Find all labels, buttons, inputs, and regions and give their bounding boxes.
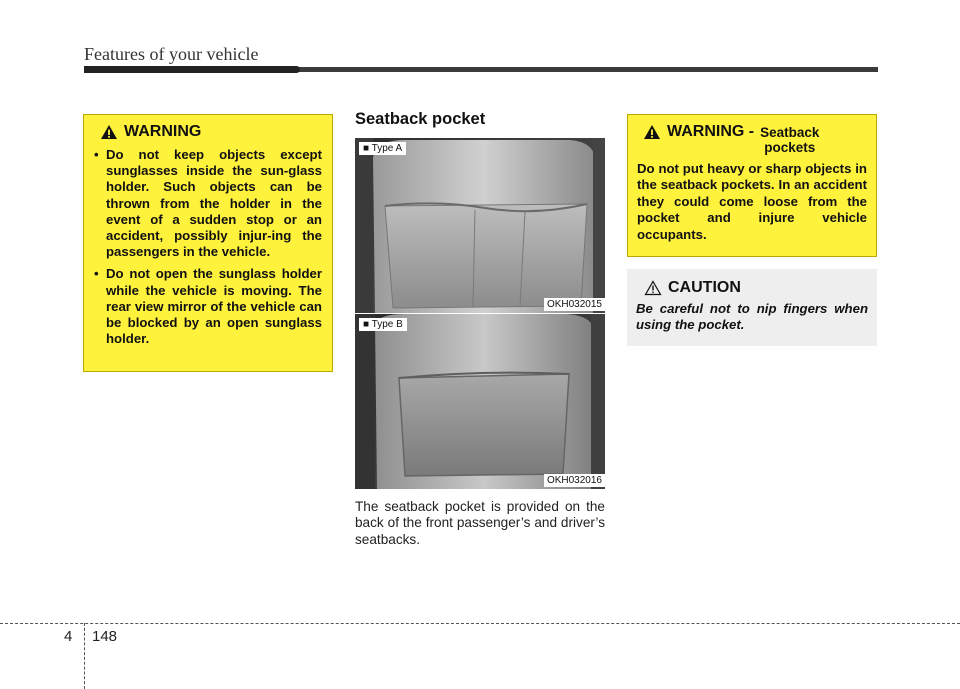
warning-subtitle: Seatback pockets bbox=[760, 125, 820, 155]
header-rule-accent bbox=[84, 66, 300, 73]
figure-code-label: OKH032015 bbox=[544, 298, 605, 311]
seatback-pocket-photo-type-b bbox=[355, 314, 605, 489]
warning-heading bbox=[643, 123, 867, 155]
page-header-title: Features of your vehicle bbox=[84, 44, 259, 64]
caution-title: CAUTION bbox=[668, 279, 741, 296]
page-section-number: 4 bbox=[64, 628, 73, 645]
warning-heading bbox=[100, 123, 322, 141]
warning-title: WARNING - bbox=[667, 123, 755, 140]
warning-box-sunglass bbox=[83, 114, 333, 372]
figure-code-label: OKH032016 bbox=[544, 474, 605, 487]
section-body-text: The seatback pocket is provided on the back of the front passenger’s and driver’s seatbacks. bbox=[355, 499, 605, 547]
warning-list bbox=[94, 147, 322, 347]
figure-type-label: ■ Type B bbox=[359, 318, 407, 331]
caution-text: Be careful not to nip fingers when using the pocket. bbox=[636, 301, 868, 333]
footer-divider bbox=[84, 623, 85, 689]
caution-heading bbox=[644, 279, 868, 297]
warning-text: Do not put heavy or sharp objects in the seatback pockets. In an accident they could come loose from the pocket and injure vehicle occupants. bbox=[637, 161, 867, 242]
footer-rule bbox=[0, 623, 960, 624]
warning-box-seatback bbox=[627, 114, 877, 257]
warning-triangle-icon bbox=[643, 124, 661, 140]
warning-item: • Do not keep objects except sunglasses inside the sun-glass holder. Such objects can be thrown from the holder in the event of a sudden stop or an accident, possibly injur-ing the passengers in the vehicle. bbox=[94, 147, 322, 260]
figure-type-label: ■ Type A bbox=[359, 142, 406, 155]
page-number: 148 bbox=[92, 628, 118, 645]
caution-box bbox=[627, 269, 877, 346]
warning-triangle-icon bbox=[100, 124, 118, 140]
seatback-pocket-photo-type-a bbox=[355, 138, 605, 313]
caution-triangle-icon bbox=[644, 280, 662, 296]
section-title: Seatback pocket bbox=[355, 110, 486, 128]
warning-title: WARNING bbox=[124, 123, 202, 140]
warning-item: • Do not open the sunglass holder while the vehicle is moving. The rear view mirror of the vehicle can be blocked by an open sunglass holder. bbox=[94, 266, 322, 347]
